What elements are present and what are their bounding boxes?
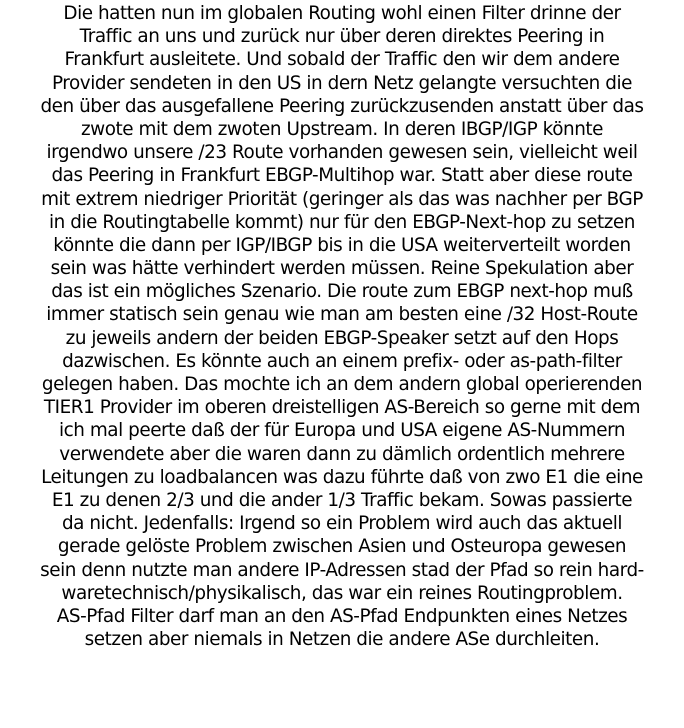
text-line: zwote mit dem zwoten Upstream. In deren IBGP/IGP könnte [80,118,603,140]
text-line: gerade gelöste Problem zwischen Asien und Osteuropa gewesen [57,536,627,558]
text-line: das Peering in Frankfurt EBGP-Multihop war. Statt aber diese route [51,165,633,187]
text-line: Leitungen zu loadbalancen was dazu führte daß von zwo E1 die eine [41,466,643,488]
text-line: TIER1 Provider im oberen dreistelligen AS-Bereich so gerne mit dem [43,397,641,419]
text-line: da nicht. Jedenfalls: Irgend so ein Problem wird auch das aktuell [61,513,623,535]
text-line: waretechnisch/physikalisch, das war ein reines Routingproblem. [61,582,623,604]
text-line: sein was hätte verhindert werden müssen. Reine Spekulation aber [50,258,634,280]
text-line: ich mal peerte daß der für Europa und USA eigene AS-Nummern [58,420,626,442]
text-line: könnte die dann per IGP/IBGP bis in die USA weiterverteilt worden [53,234,631,256]
text-line: Traffic an uns und zurück nur über deren direktes Peering in [79,26,605,48]
text-line: den über das ausgefallene Peering zurückzusenden anstatt über das [40,95,644,117]
text-line: irgendwo unsere /23 Route vorhanden gewesen sein, vielleicht weil [46,142,638,164]
text-line: E1 zu denen 2/3 und die ander 1/3 Traffic bekam. Sowas passierte [51,489,633,511]
text-line: setzen aber niemals in Netzen die andere ASe durchleiten. [84,629,600,651]
text-line: Die hatten nun im globalen Routing wohl einen Filter drinne der [63,3,621,24]
text-line: Provider sendeten in den US in dern Netz gelangte versuchten die [52,72,632,94]
text-line: verwendete aber die waren dann zu dämlich ordentlich mehrere [59,443,625,465]
text-line: mit extrem niedriger Priorität (geringer als das was nachher per BGP [41,188,643,210]
text-line: dazwischen. Es könnte auch an einem prefix- oder as-path-filter [62,350,622,372]
text-line: gelegen haben. Das mochte ich an dem andern global operierenden [41,374,643,395]
text-line: Frankfurt ausleitete. Und sobald der Traffic den wir dem andere [64,49,620,71]
text-line: immer statisch sein genau wie man am besten eine /32 Host-Route [46,304,638,326]
text-line: sein denn nutzte man andere IP-Adressen stad der Pfad so rein hard- [40,559,644,581]
text-line: AS-Pfad Filter darf man an den AS-Pfad Endpunkten eines Netzes [56,605,628,627]
text-line: zu jeweils andern der beiden EBGP-Speaker setzt auf den Hops [65,327,619,349]
text-line: das ist ein mögliches Szenario. Die route zum EBGP next-hop muß [51,281,633,303]
text-line: in die Routingtabelle kommt) nur für den EBGP-Next-hop zu setzen [49,211,635,233]
